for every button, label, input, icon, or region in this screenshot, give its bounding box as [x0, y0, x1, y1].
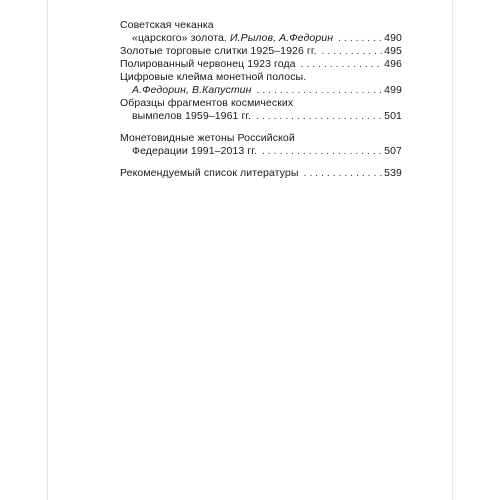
toc-entry-space-pennants: [120, 97, 402, 123]
toc-entry-text: «царского» золота. И.Рылов, А.Федорин: [132, 32, 336, 45]
dot-leader: [254, 110, 382, 123]
toc-page-number: 499: [384, 84, 402, 96]
toc-entry-author: А.Федорин, В.Капустин: [132, 84, 255, 97]
toc-entry-title-line: [120, 97, 402, 110]
toc-entry-title-line: [120, 132, 402, 145]
toc-entry-title: Рекомендуемый список литературы: [120, 167, 301, 180]
toc-entry-last-line: [120, 167, 402, 180]
toc-entry-title: Монетовидные жетоны Российской: [120, 132, 298, 144]
table-of-contents: [120, 19, 402, 180]
toc-entry-title-line: [120, 19, 402, 32]
toc-entry-last-line: [120, 110, 402, 123]
toc-entry-title: Полированный червонец 1923 года: [120, 58, 299, 71]
toc-entry-last-line: [120, 145, 402, 158]
toc-entry-title: Советская чеканка: [120, 19, 217, 31]
toc-entry-title: Золотые торговые слитки 1925–1926 гг.: [120, 45, 320, 58]
toc-entry-text: вымпелов 1959–1961 гг.: [132, 110, 254, 123]
toc-entry-digital-marks: [120, 71, 402, 97]
toc-page-number: 490: [384, 32, 402, 44]
dot-leader: [336, 32, 382, 45]
dot-leader: [255, 84, 383, 97]
toc-page-number: 496: [384, 58, 402, 70]
toc-entry-last-line: [120, 84, 402, 97]
toc-page-number: 501: [384, 110, 402, 122]
toc-entry-last-line: [120, 45, 402, 58]
toc-page-number: 507: [384, 145, 402, 157]
toc-entry-last-line: [120, 58, 402, 71]
toc-entry-gold-ingots: [120, 45, 402, 58]
toc-entry-bibliography: [120, 167, 402, 180]
toc-entry-title-line: [120, 71, 402, 84]
dot-leader: [301, 167, 382, 180]
toc-entry-polished-chervonets: [120, 58, 402, 71]
toc-entry-author: И.Рылов, А.Федорин: [229, 32, 334, 44]
toc-entry-title: Цифровые клейма монетной полосы.: [120, 71, 309, 83]
dot-leader: [260, 145, 382, 158]
dot-leader: [299, 58, 382, 71]
toc-entry-text: Федерации 1991–2013 гг.: [132, 145, 260, 158]
toc-page-number: 495: [384, 45, 402, 57]
dot-leader: [320, 45, 382, 58]
toc-entry-last-line: [120, 32, 402, 45]
toc-page-number: 539: [384, 167, 402, 179]
toc-entry-title: Образцы фрагментов космических: [120, 97, 296, 109]
toc-entry-soviet-coinage: [120, 19, 402, 45]
toc-entry-coin-tokens: [120, 132, 402, 158]
